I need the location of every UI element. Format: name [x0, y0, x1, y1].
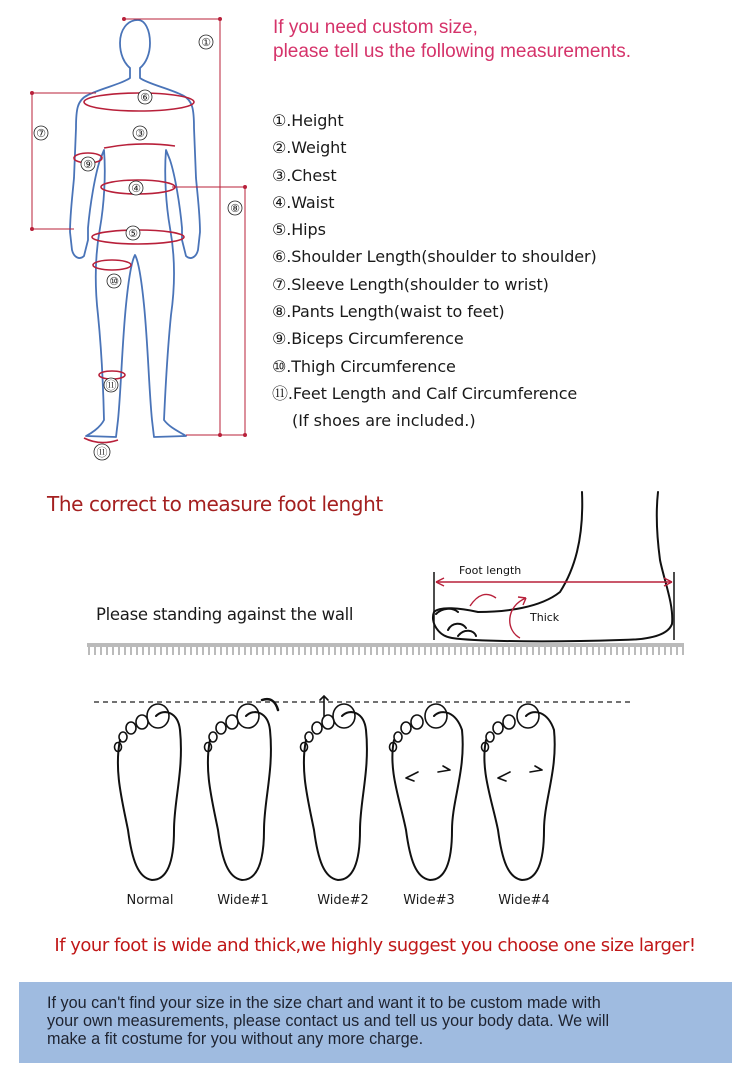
wall-instruction: Please standing against the wall [96, 605, 354, 624]
measurement-biceps: ⑨.Biceps Circumference [272, 329, 464, 349]
svg-text:⑨: ⑨ [83, 158, 93, 171]
measure-dots [30, 17, 247, 437]
measurement-waist: ④.Waist [272, 192, 335, 212]
floor [87, 643, 684, 655]
foot-type-label: Normal [126, 893, 174, 908]
marker-8 [228, 201, 242, 215]
info-line: your own measurements, please contact us and tell us your body data. We will [47, 1012, 610, 1030]
measurement-thigh: ⑩.Thigh Circumference [272, 356, 456, 376]
foot-type-2 [301, 696, 367, 880]
foot-type-label: Wide#2 [317, 893, 369, 908]
size-warning: If your foot is wide and thick,we highly suggest you choose one size larger! [54, 935, 696, 956]
svg-text:④: ④ [131, 182, 141, 195]
measurement-hips: ⑤.Hips [272, 220, 326, 240]
measurement-chest: ③.Chest [272, 165, 337, 185]
body-markers [34, 35, 242, 460]
foot-length-label: Foot length [459, 564, 522, 577]
marker-4 [129, 181, 143, 195]
svg-text:⑥: ⑥ [140, 91, 150, 104]
custom-info-box [19, 982, 732, 1063]
measurement-feet-calf: ⑪.Feet Length and Calf Circumference [272, 383, 578, 403]
marker-11-foot [94, 444, 110, 460]
foot-type-4 [482, 704, 555, 880]
marker-6 [138, 90, 152, 104]
custom-title-line: If you need custom size, [273, 17, 478, 38]
svg-text:⑦: ⑦ [36, 127, 46, 140]
marker-9 [81, 157, 95, 171]
measurement-weight: ②.Weight [272, 138, 347, 158]
marker-1 [199, 35, 213, 49]
measurement-note: (If shoes are included.) [292, 411, 476, 431]
measurement-list [272, 107, 597, 434]
measurement-height: ①.Height [272, 111, 344, 130]
info-line: make a fit costume for you without any more charge. [47, 1030, 424, 1048]
svg-text:⑪: ⑪ [105, 379, 117, 392]
foot-type-3 [390, 704, 463, 880]
marker-10 [107, 274, 121, 288]
custom-title-line: please tell us the following measurements. [273, 41, 632, 62]
foot-type-label: Wide#3 [403, 893, 455, 908]
marker-11-calf [104, 378, 118, 392]
measurement-pants: ⑧.Pants Length(waist to feet) [272, 302, 505, 322]
foot-type-1 [205, 699, 279, 880]
svg-text:⑪: ⑪ [96, 446, 108, 459]
marker-3 [133, 126, 147, 140]
foot-type-label: Wide#1 [217, 893, 269, 908]
custom-size-title [273, 16, 631, 64]
foot-type-label: Wide#4 [498, 893, 550, 908]
thick-label: Thick [530, 611, 560, 624]
svg-text:⑤: ⑤ [128, 227, 138, 240]
marker-5 [126, 226, 140, 240]
svg-text:③: ③ [135, 127, 145, 140]
foot-section-title: The correct to measure foot lenght [47, 492, 383, 516]
foot-length-measure [434, 572, 674, 640]
measurement-shoulder: ⑥.Shoulder Length(shoulder to shoulder) [272, 247, 597, 267]
measurement-sleeve: ⑦.Sleeve Length(shoulder to wrist) [272, 274, 549, 294]
info-line: If you can't find your size in the size chart and want it to be custom made with [47, 994, 601, 1012]
svg-text:⑧: ⑧ [230, 202, 240, 215]
marker-7 [34, 126, 48, 140]
svg-text:⑩: ⑩ [109, 275, 119, 288]
svg-text:①: ① [201, 36, 211, 49]
foot-type-0 [115, 704, 181, 880]
